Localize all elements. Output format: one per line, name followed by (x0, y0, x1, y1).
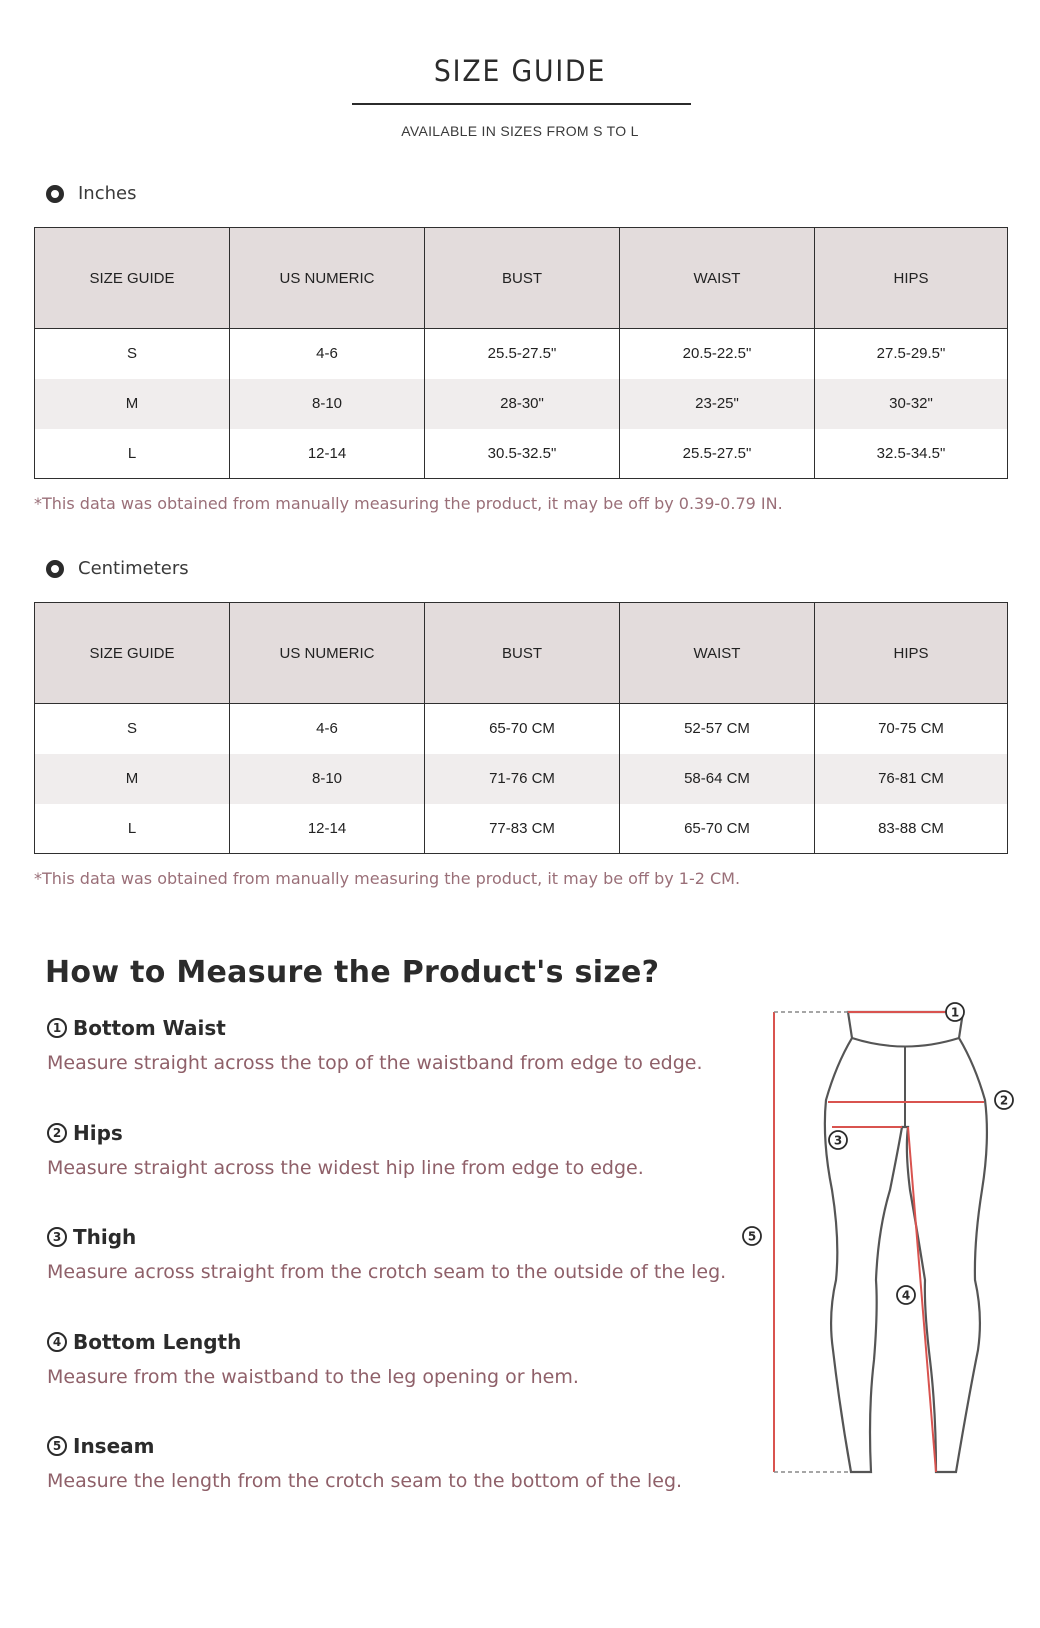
inches-section-label (46, 183, 136, 204)
bullet-icon (46, 185, 64, 203)
circled-number-icon: 5 (47, 1436, 67, 1456)
table-cell: L (35, 804, 230, 854)
step-label: Bottom Length (73, 1330, 242, 1354)
table-cell: 20.5-22.5" (620, 329, 815, 379)
step-label: Bottom Waist (73, 1016, 226, 1040)
table-cell: L (35, 429, 230, 479)
table-row (35, 329, 1008, 379)
circled-number-icon: 4 (47, 1332, 67, 1352)
column-header: US NUMERIC (230, 603, 425, 704)
step-label: Inseam (73, 1434, 155, 1458)
column-header: SIZE GUIDE (35, 228, 230, 329)
centimeters-section-label (46, 558, 189, 579)
table-cell: 4-6 (230, 329, 425, 379)
step-bottom-length (47, 1330, 777, 1388)
table-cell: 23-25" (620, 379, 815, 429)
column-header: SIZE GUIDE (35, 603, 230, 704)
table-cell: 52-57 CM (620, 704, 815, 754)
table-cell: 76-81 CM (815, 754, 1008, 804)
centimeters-size-table (34, 602, 1008, 854)
centimeters-measurement-note: *This data was obtained from manually measuring the product, it may be off by 1-2 CM. (34, 869, 741, 888)
step-description: Measure straight across the top of the waistband from edge to edge. (47, 1052, 703, 1074)
table-cell: 25.5-27.5" (620, 429, 815, 479)
step-description: Measure the length from the crotch seam to the bottom of the leg. (47, 1470, 683, 1492)
table-row (35, 379, 1008, 429)
table-cell: S (35, 704, 230, 754)
waistband-seam (852, 1038, 959, 1047)
column-header: US NUMERIC (230, 228, 425, 329)
how-to-measure-heading: How to Measure the Product's size? (45, 955, 660, 990)
column-header: WAIST (620, 603, 815, 704)
table-cell: 30.5-32.5" (425, 429, 620, 479)
step-inseam (47, 1434, 777, 1492)
table-cell: 12-14 (230, 429, 425, 479)
marker-1-icon (946, 1003, 964, 1021)
column-header: HIPS (815, 228, 1008, 329)
step-label: Thigh (73, 1225, 137, 1249)
table-cell: 30-32" (815, 379, 1008, 429)
table-cell: 25.5-27.5" (425, 329, 620, 379)
svg-text:2: 2 (999, 1093, 1009, 1108)
centimeters-label-text: Centimeters (78, 558, 189, 579)
step-description: Measure across straight from the crotch seam to the outside of the leg. (47, 1261, 727, 1283)
column-header: WAIST (620, 228, 815, 329)
table-cell: M (35, 379, 230, 429)
step-hips (47, 1121, 777, 1179)
svg-text:4: 4 (901, 1288, 911, 1303)
page-subtitle: AVAILABLE IN SIZES FROM S TO L (401, 123, 639, 139)
table-cell: 12-14 (230, 804, 425, 854)
table-cell: S (35, 329, 230, 379)
table-row (35, 804, 1008, 854)
table-header-row (35, 603, 1008, 704)
table-row (35, 704, 1008, 754)
step-bottom-waist (47, 1016, 777, 1074)
step-description: Measure straight across the widest hip line from edge to edge. (47, 1157, 644, 1179)
table-cell: 4-6 (230, 704, 425, 754)
table-cell: 65-70 CM (620, 804, 815, 854)
svg-text:5: 5 (747, 1229, 757, 1244)
step-label: Hips (73, 1121, 123, 1145)
marker-2-icon (995, 1091, 1013, 1109)
table-cell: 32.5-34.5" (876, 444, 946, 462)
table-cell: 8-10 (230, 379, 425, 429)
table-cell: 65-70 CM (425, 704, 620, 754)
table-header-row (35, 228, 1008, 329)
column-header: BUST (425, 603, 620, 704)
svg-text:3: 3 (833, 1133, 843, 1148)
leggings-measurement-diagram (747, 990, 1040, 1490)
circled-number-icon: 1 (47, 1018, 67, 1038)
step-description: Measure from the waistband to the leg opening or hem. (47, 1366, 579, 1388)
table-cell: 71-76 CM (425, 754, 620, 804)
table-cell: 8-10 (230, 754, 425, 804)
marker-3-icon (829, 1131, 847, 1149)
table-cell: 77-83 CM (425, 804, 620, 854)
svg-text:1: 1 (950, 1005, 960, 1020)
circled-number-icon: 2 (47, 1123, 67, 1143)
table-row (35, 754, 1008, 804)
column-header: HIPS (815, 603, 1008, 704)
marker-4-icon (897, 1286, 915, 1304)
inches-measurement-note: *This data was obtained from manually measuring the product, it may be off by 0.39-0.79 IN. (34, 494, 783, 513)
inches-label-text: Inches (78, 183, 137, 204)
column-header: BUST (425, 228, 620, 329)
inches-size-table (34, 227, 1008, 479)
circled-number-icon: 3 (47, 1227, 67, 1247)
table-cell: 83-88 CM (878, 819, 944, 837)
table-cell: 28-30" (425, 379, 620, 429)
page-title: SIZE GUIDE (433, 54, 607, 88)
table-cell: 27.5-29.5" (876, 345, 946, 363)
table-cell: M (35, 754, 230, 804)
table-row (35, 429, 1008, 479)
marker-5-icon (743, 1227, 761, 1245)
title-divider (352, 103, 691, 105)
bullet-icon (46, 560, 64, 578)
step-thigh (47, 1225, 777, 1283)
table-cell: 70-75 CM (878, 720, 944, 738)
table-cell: 58-64 CM (620, 754, 815, 804)
